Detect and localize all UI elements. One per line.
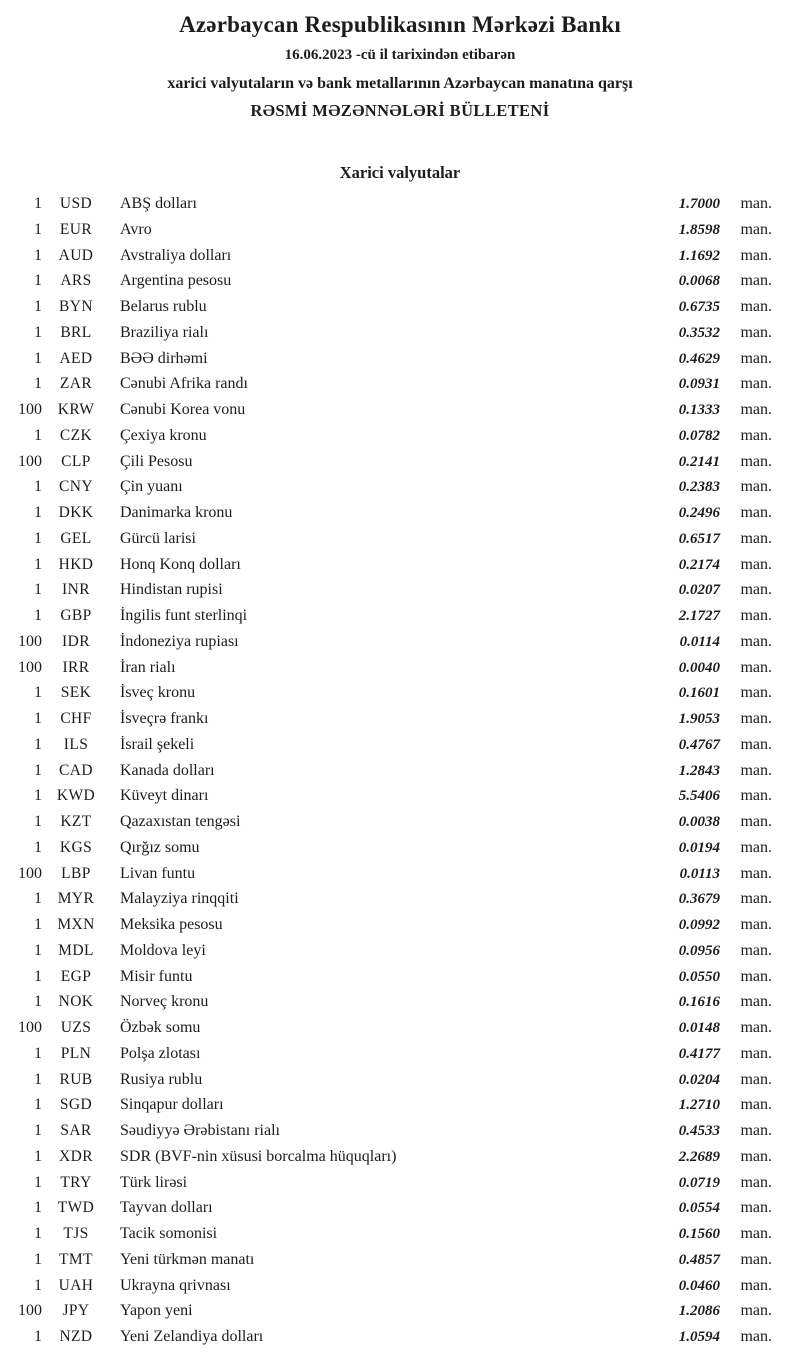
currency-code: CHF: [60, 710, 92, 727]
currency-row: [8, 1067, 772, 1093]
currency-name: Avro: [120, 220, 152, 238]
currency-code: CLP: [61, 452, 91, 470]
currency-unit: man.: [740, 735, 772, 753]
currency-code: XDR: [59, 1147, 93, 1165]
currency-rate: 0.0113: [679, 865, 720, 882]
currency-row: [8, 680, 772, 706]
currency-code: DKK: [58, 504, 94, 521]
currency-rate: 0.0956: [678, 942, 720, 959]
currency-unit: man.: [740, 838, 772, 856]
currency-quantity: 1: [34, 761, 42, 779]
currency-name: Gürcü larisi: [120, 529, 196, 547]
currency-name: ABŞ dolları: [120, 195, 197, 212]
currency-row: [8, 526, 772, 552]
currency-quantity: 1: [34, 684, 42, 702]
currency-name: BƏƏ dirhəmi: [120, 349, 208, 367]
currency-quantity: 100: [18, 1019, 42, 1036]
currency-code: GBP: [60, 607, 92, 624]
currency-quantity: 1: [34, 272, 42, 290]
currency-name: Malayziya rinqqiti: [120, 890, 239, 908]
currency-quantity: 100: [18, 632, 42, 650]
currency-rate: 0.6735: [678, 299, 720, 315]
currency-rate: 0.2383: [678, 479, 720, 496]
currency-quantity: 1: [34, 993, 42, 1011]
currency-code: SAR: [60, 1122, 92, 1139]
currency-unit: man.: [740, 607, 772, 624]
currency-name: Tacik somonisi: [120, 1225, 218, 1242]
currency-unit: man.: [740, 349, 772, 367]
currency-unit: man.: [740, 761, 772, 779]
currency-row: [8, 217, 772, 243]
currency-code: TRY: [60, 1173, 92, 1191]
currency-name: İsveç kronu: [120, 684, 196, 702]
currency-name: İsveçrə frankı: [120, 710, 209, 727]
currency-row: [8, 758, 772, 784]
currency-name: Yapon yeni: [120, 1302, 193, 1320]
currency-code: ARS: [60, 272, 92, 290]
currency-row: [8, 783, 772, 809]
currency-row: [8, 552, 772, 578]
currency-quantity: 1: [34, 1044, 42, 1062]
currency-code: ZAR: [59, 375, 93, 393]
currency-quantity: 1: [34, 607, 42, 624]
currency-name: Norveç kronu: [120, 993, 209, 1011]
currency-code: JPY: [62, 1302, 90, 1320]
currency-name: Sinqapur dolları: [120, 1096, 224, 1114]
currency-rate: 0.0148: [678, 1020, 720, 1036]
currency-row: [8, 1247, 772, 1273]
currency-quantity: 1: [34, 1096, 42, 1114]
currency-name: Misir funtu: [120, 967, 193, 985]
currency-rate: 1.0594: [678, 1329, 720, 1345]
currency-unit: man.: [740, 1070, 772, 1088]
currency-name: Çili Pesosu: [120, 452, 193, 470]
currency-quantity: 1: [34, 349, 42, 367]
currency-name: Cənubi Afrika randı: [120, 375, 248, 393]
currency-unit: man.: [740, 941, 772, 959]
currency-quantity: 1: [34, 813, 42, 830]
currency-quantity: 1: [34, 916, 42, 933]
currency-quantity: 1: [34, 478, 42, 496]
currency-row: [8, 1144, 772, 1170]
currency-row: [8, 268, 772, 294]
currency-row: [8, 1170, 772, 1196]
currency-row: [8, 320, 772, 346]
currency-rate: 0.4857: [678, 1251, 720, 1268]
currency-rate: 0.4177: [678, 1045, 720, 1062]
currency-name: Tayvan dolları: [120, 1199, 213, 1217]
currency-code: GEL: [60, 529, 92, 547]
currency-unit: man.: [740, 452, 772, 470]
currency-code: KWD: [56, 787, 96, 805]
currency-name: Yeni türkmən manatı: [120, 1250, 255, 1268]
currency-name: Honq Konq dolları: [120, 555, 241, 573]
currency-rate: 0.2141: [678, 453, 720, 470]
currency-name: Çexiya kronu: [120, 426, 207, 444]
currency-code: KRW: [57, 401, 95, 418]
currency-code: HKD: [58, 555, 94, 573]
currency-unit: man.: [740, 658, 772, 676]
currency-row: [8, 629, 772, 655]
currency-unit: man.: [740, 1147, 772, 1165]
currency-row: [8, 1015, 772, 1041]
currency-name: İngilis funt sterlinqi: [120, 607, 248, 624]
currency-quantity: 100: [18, 1302, 42, 1320]
currency-unit: man.: [740, 1276, 772, 1294]
currency-row: [8, 346, 772, 372]
currency-row: [8, 964, 772, 990]
currency-row: [8, 1298, 772, 1324]
currency-unit: man.: [740, 298, 772, 315]
currency-code: PLN: [60, 1044, 92, 1062]
currency-rate: 0.0068: [678, 273, 720, 290]
currency-row: [8, 1118, 772, 1144]
currency-row: [8, 577, 772, 603]
currency-unit: man.: [740, 1096, 772, 1114]
currency-quantity: 1: [34, 1250, 42, 1268]
currency-quantity: 1: [34, 710, 42, 727]
currency-unit: man.: [740, 246, 772, 264]
currency-row: [8, 191, 772, 217]
currency-name: Rusiya rublu: [120, 1070, 203, 1088]
currency-quantity: 1: [34, 375, 42, 393]
currency-unit: man.: [740, 864, 772, 882]
currency-quantity: 1: [34, 1276, 42, 1294]
currency-row: [8, 1041, 772, 1067]
currency-quantity: 1: [34, 555, 42, 573]
currency-name: Braziliya rialı: [120, 323, 209, 341]
currency-rate: 0.4629: [678, 350, 720, 367]
currency-unit: man.: [740, 1199, 772, 1217]
currency-row: [8, 474, 772, 500]
currency-row: [8, 989, 772, 1015]
currency-code: LBP: [61, 864, 91, 882]
currency-name: Polşa zlotası: [120, 1044, 201, 1062]
currency-rate: 2.2689: [678, 1148, 720, 1165]
currency-row: [8, 1324, 772, 1350]
currency-quantity: 1: [34, 941, 42, 959]
currency-quantity: 100: [18, 401, 42, 418]
currency-name: Belarus rublu: [120, 298, 207, 315]
currency-name: Argentina pesosu: [120, 272, 232, 290]
currency-rate: 0.4533: [678, 1123, 720, 1139]
currency-row: [8, 1092, 772, 1118]
currency-name: Küveyt dinarı: [120, 787, 209, 805]
currency-quantity: 1: [34, 323, 42, 341]
currency-name: Ukrayna qrivnası: [120, 1276, 231, 1294]
currency-code: USD: [59, 195, 93, 212]
currency-code: NOK: [58, 993, 94, 1011]
currency-rate: 1.9053: [678, 711, 720, 727]
currency-unit: man.: [740, 1328, 772, 1345]
currency-code: TJS: [63, 1225, 89, 1242]
currency-rate: 0.2496: [678, 505, 720, 521]
currency-unit: man.: [740, 1122, 772, 1139]
currency-row: [8, 423, 772, 449]
currency-rate: 0.0554: [678, 1200, 720, 1217]
currency-unit: man.: [740, 581, 772, 599]
bulletin-title-line: RƏSMİ MƏZƏNNƏLƏRİ BÜLLETENİ: [250, 101, 550, 120]
currency-name: Qırğız somu: [120, 838, 200, 856]
subject-line: xarici valyutaların və bank metallarının Azərbaycan manatına qarşı: [167, 75, 633, 92]
currency-code: IDR: [62, 632, 90, 650]
currency-quantity: 100: [18, 864, 42, 882]
currency-quantity: 1: [34, 1070, 42, 1088]
currency-rate: 0.3532: [678, 324, 720, 341]
currency-unit: man.: [740, 529, 772, 547]
currency-name: Danimarka kronu: [120, 504, 233, 521]
currency-rate: 2.1727: [678, 608, 720, 624]
currency-code: EGP: [60, 967, 92, 985]
currency-name: Hindistan rupisi: [120, 581, 223, 599]
currency-rate: 0.4767: [678, 736, 720, 753]
currency-unit: man.: [740, 478, 772, 496]
currency-quantity: 1: [34, 735, 42, 753]
currency-row: [8, 912, 772, 938]
currency-code: BRL: [60, 323, 92, 341]
currency-name: Səudiyyə Ərəbistanı rialı: [120, 1122, 280, 1139]
currency-quantity: 1: [34, 1173, 42, 1191]
currency-unit: man.: [740, 220, 772, 238]
currency-rate: 0.1560: [678, 1226, 720, 1242]
currency-code: EUR: [59, 220, 93, 238]
currency-row: [8, 655, 772, 681]
currency-rate: 0.0114: [679, 633, 720, 650]
currency-code: INR: [62, 581, 90, 599]
currency-code: TMT: [59, 1250, 93, 1268]
currency-quantity: 100: [18, 658, 42, 676]
currency-code: SGD: [59, 1096, 93, 1114]
currency-row: [8, 500, 772, 526]
currency-rate: 5.5406: [678, 788, 720, 805]
currency-rate: 0.1333: [678, 402, 720, 418]
currency-rate: 0.0992: [678, 917, 720, 933]
currency-quantity: 1: [34, 838, 42, 856]
currency-rate: 0.0204: [678, 1071, 720, 1088]
effective-date-line: 16.06.2023 -cü il tarixindən etibarən: [284, 47, 516, 63]
currency-rate: 0.6517: [678, 530, 720, 547]
currency-code: AED: [59, 349, 93, 367]
currency-name: İran rialı: [120, 658, 176, 676]
currency-name: Moldova leyi: [120, 941, 206, 959]
currency-rate: 0.2174: [678, 556, 720, 573]
currency-rate: 1.8598: [678, 221, 720, 238]
currency-unit: man.: [740, 1019, 772, 1036]
currency-code: KZT: [60, 813, 92, 830]
currency-code: CZK: [59, 426, 93, 444]
currency-unit: man.: [740, 813, 772, 830]
currency-row: [8, 603, 772, 629]
currency-row: [8, 397, 772, 423]
currency-row: [8, 243, 772, 269]
currency-quantity: 1: [34, 1122, 42, 1139]
currency-unit: man.: [740, 710, 772, 727]
currency-code: TWD: [57, 1199, 95, 1217]
currency-row: [8, 294, 772, 320]
currency-quantity: 1: [34, 1199, 42, 1217]
currency-quantity: 1: [34, 504, 42, 521]
currency-quantity: 1: [34, 195, 42, 212]
currency-unit: man.: [740, 993, 772, 1011]
currency-quantity: 1: [34, 967, 42, 985]
currency-unit: man.: [740, 1250, 772, 1268]
currency-quantity: 1: [34, 1147, 42, 1165]
currency-row: [8, 1195, 772, 1221]
currency-unit: man.: [740, 195, 772, 212]
currency-rate: 0.1616: [678, 994, 720, 1011]
currency-rate: 1.2843: [678, 762, 720, 779]
currency-name: Özbək somu: [120, 1019, 201, 1036]
currency-row: [8, 371, 772, 397]
currency-unit: man.: [740, 916, 772, 933]
currency-rate: 1.2710: [678, 1097, 720, 1114]
currency-table: [8, 191, 772, 1350]
currency-rate: 0.0038: [678, 814, 720, 830]
currency-rate: 0.1601: [678, 685, 720, 702]
currency-name: Cənubi Korea vonu: [120, 401, 246, 418]
currency-quantity: 1: [34, 890, 42, 908]
bank-name-title: Azərbaycan Respublikasının Mərkəzi Bankı: [179, 12, 621, 37]
currency-rate: 0.0550: [678, 968, 720, 985]
currency-quantity: 1: [34, 298, 42, 315]
currency-rate: 0.0782: [678, 427, 720, 444]
currency-quantity: 1: [34, 1225, 42, 1242]
currency-rate: 0.0931: [678, 376, 720, 393]
currency-unit: man.: [740, 504, 772, 521]
currency-unit: man.: [740, 1173, 772, 1191]
currency-quantity: 1: [34, 426, 42, 444]
currency-unit: man.: [740, 787, 772, 805]
currency-unit: man.: [740, 555, 772, 573]
currency-unit: man.: [740, 1302, 772, 1320]
currency-unit: man.: [740, 890, 772, 908]
currency-unit: man.: [740, 1225, 772, 1242]
currency-unit: man.: [740, 323, 772, 341]
currency-quantity: 1: [34, 220, 42, 238]
bulletin-header: [0, 0, 800, 121]
currency-code: RUB: [59, 1070, 93, 1088]
currency-row: [8, 1221, 772, 1247]
currency-code: MYR: [57, 890, 95, 908]
currency-name: Kanada dolları: [120, 761, 215, 779]
currency-unit: man.: [740, 426, 772, 444]
currency-code: BYN: [59, 298, 93, 315]
currency-quantity: 1: [34, 1328, 42, 1345]
currency-name: Yeni Zelandiya dolları: [120, 1328, 264, 1345]
currency-name: Avstraliya dolları: [120, 246, 232, 264]
currency-rate: 0.0460: [678, 1277, 720, 1294]
currency-code: MDL: [58, 941, 94, 959]
currency-row: [8, 835, 772, 861]
currency-unit: man.: [740, 375, 772, 393]
currency-unit: man.: [740, 684, 772, 702]
currency-unit: man.: [740, 967, 772, 985]
currency-code: IRR: [62, 658, 90, 676]
currency-row: [8, 861, 772, 887]
currency-code: UZS: [60, 1019, 92, 1036]
currency-name: Türk lirəsi: [120, 1173, 188, 1191]
currency-rate: 1.1692: [678, 247, 720, 264]
currency-code: AUD: [58, 246, 94, 264]
currency-quantity: 1: [34, 581, 42, 599]
currency-name: SDR (BVF-nin xüsusi borcalma hüquqları): [120, 1147, 397, 1165]
currency-rate: 0.0719: [678, 1174, 720, 1191]
currency-code: SEK: [60, 684, 92, 702]
currency-rate: 1.7000: [678, 196, 720, 212]
currency-quantity: 1: [34, 529, 42, 547]
currency-row: [8, 809, 772, 835]
currency-row: [8, 732, 772, 758]
currency-rate: 0.0207: [678, 582, 720, 599]
currency-name: İsrail şekeli: [120, 735, 195, 753]
currency-name: Meksika pesosu: [120, 916, 223, 933]
currency-rate: 1.2086: [678, 1303, 720, 1320]
currency-code: KGS: [59, 838, 93, 856]
currency-name: Livan funtu: [120, 864, 196, 882]
currency-code: NZD: [59, 1328, 93, 1345]
currency-quantity: 1: [34, 787, 42, 805]
currency-code: ILS: [63, 735, 89, 753]
currency-row: [8, 1273, 772, 1299]
currency-unit: man.: [740, 401, 772, 418]
currency-rate: 0.0040: [678, 659, 720, 676]
currency-row: [8, 938, 772, 964]
currency-quantity: 1: [34, 246, 42, 264]
currency-unit: man.: [740, 632, 772, 650]
currency-code: CAD: [59, 761, 93, 779]
currency-rate: 0.0194: [678, 839, 720, 856]
currency-quantity: 100: [18, 452, 42, 470]
currency-row: [8, 886, 772, 912]
currency-name: Qazaxıstan tengəsi: [120, 813, 241, 830]
currency-row: [8, 706, 772, 732]
currency-code: UAH: [58, 1276, 94, 1294]
currency-rate: 0.3679: [678, 891, 720, 908]
currency-code: MXN: [57, 916, 95, 933]
currency-code: CNY: [59, 478, 93, 496]
currency-name: Çin yuanı: [120, 478, 183, 496]
currency-unit: man.: [740, 272, 772, 290]
currency-row: [8, 449, 772, 475]
section-title-foreign-currencies: Xarici valyutalar: [339, 163, 461, 182]
currency-name: İndoneziya rupiası: [120, 632, 239, 650]
currency-unit: man.: [740, 1044, 772, 1062]
